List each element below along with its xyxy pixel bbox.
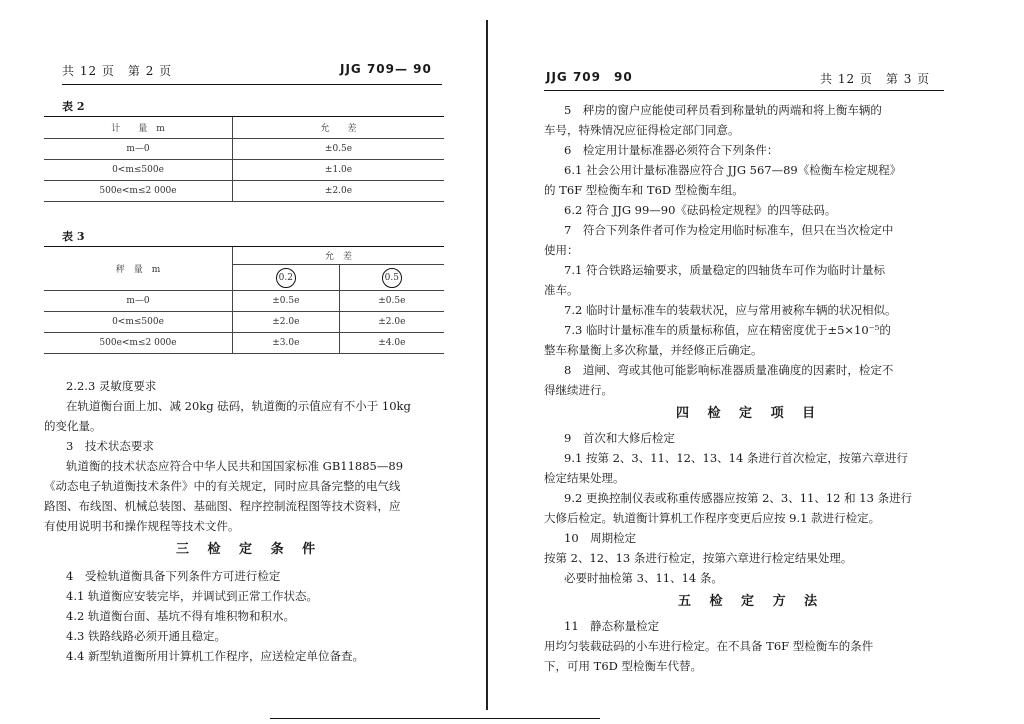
- table-row: [44, 333, 444, 354]
- grade-circle: 0.5: [382, 268, 402, 288]
- paragraph: 用均匀装载砝码的小车进行检定。在不具备 T6F 型检衡车的条件: [544, 639, 874, 653]
- table-row: [44, 312, 444, 333]
- table3-cell: ±4.0e: [339, 333, 444, 354]
- paragraph: 6.2 符合 JJG 99—90《砝码检定规程》的四等砝码。: [564, 203, 837, 217]
- table3-header-tolerance: 允 差: [233, 247, 445, 265]
- paragraph: 的变化量。: [44, 419, 102, 433]
- paragraph: 使用：: [544, 243, 579, 257]
- paragraph: 准车。: [544, 283, 579, 297]
- table2-cell: ±1.0e: [233, 160, 445, 181]
- paragraph: 6.1 社会公用计量标准器应符合 JJG 567—89《检衡车检定规程》: [564, 163, 902, 177]
- paragraph: 9.1 按第 2、3、11、12、13、14 条进行首次检定，按第六章进行: [564, 451, 908, 465]
- table2-cell: m—0: [44, 139, 233, 160]
- paragraph: 9 首次和大修后检定: [564, 431, 675, 445]
- left-page-count: 共 12 页 第 2 页: [62, 64, 173, 78]
- table3-header-load: 秤 量 m: [44, 247, 233, 291]
- paragraph: 7.2 临时计量标准车的装载状况，应与常用被称车辆的状况相似。: [564, 303, 897, 317]
- paragraph: 的 T6F 型检衡车和 T6D 型检衡车组。: [544, 183, 744, 197]
- left-page: [0, 0, 490, 724]
- table3-cell: ±2.0e: [339, 312, 444, 333]
- paragraph: 《动态电子轨道衡技术条件》中的有关规定，同时应具备完整的电气线: [44, 479, 401, 493]
- paragraph: 6 检定用计量标准器必须符合下列条件：: [564, 143, 779, 157]
- paragraph: 7.3 临时计量标准车的质量标称值，应在精密度优于±5×10⁻⁵的: [564, 323, 891, 337]
- grade-circle: 0.2: [276, 268, 296, 288]
- paragraph: 下，可用 T6D 型检衡车代替。: [544, 659, 703, 673]
- paragraph: 3 技术状态要求: [66, 439, 154, 453]
- paragraph: 轨道衡的技术状态应符合中华人民共和国国家标准 GB11885—89: [66, 459, 404, 473]
- table-row: [44, 139, 444, 160]
- paragraph: 在轨道衡台面上加、减 20kg 砝码，轨道衡的示值应有不小于 10kg: [66, 399, 411, 413]
- paragraph: 整车称量衡上多次称量，并经修正后确定。: [544, 343, 763, 357]
- paragraph: 按第 2、12、13 条进行检定，按第六章进行检定结果处理。: [544, 551, 853, 565]
- paragraph: 4.4 新型轨道衡所用计算机工作程序，应送检定单位备查。: [66, 649, 364, 663]
- table3-grade-1: [233, 265, 340, 291]
- table-row: [44, 160, 444, 181]
- table2-cell: 500e<m≤2 000e: [44, 181, 233, 202]
- bottom-edge-rule: [270, 718, 600, 719]
- table2-header-load: 计 量 m: [44, 117, 233, 139]
- table2-cell: ±2.0e: [233, 181, 445, 202]
- paragraph: 2.2.3 灵敏度要求: [66, 379, 157, 393]
- paragraph: 有使用说明书和操作规程等技术文件。: [44, 519, 240, 533]
- paragraph: 7 符合下列条件者可作为检定用临时标准车，但只在当次检定中: [564, 223, 894, 237]
- paragraph: 9.2 更换控制仪表或称重传感器应按第 2、3、11、12 和 13 条进行: [564, 491, 913, 505]
- paragraph: 得继续进行。: [544, 383, 613, 397]
- table-2: [44, 116, 444, 202]
- table-row: [44, 181, 444, 202]
- paragraph: 检定结果处理。: [544, 471, 625, 485]
- section-heading: 五 检 定 方 法: [678, 594, 825, 609]
- section-heading: 四 检 定 项 目: [676, 406, 823, 421]
- table2-caption: 表 2: [62, 100, 85, 113]
- right-page-count: 共 12 页 第 3 页: [820, 72, 931, 86]
- paragraph: 7.1 符合铁路运输要求，质量稳定的四轴货车可作为临时计量标: [564, 263, 885, 277]
- table3-cell: ±0.5e: [339, 291, 444, 312]
- paragraph: 4 受检轨道衡具备下列条件方可进行检定: [66, 569, 281, 583]
- table2-cell: ±0.5e: [233, 139, 445, 160]
- section-heading: 三 检 定 条 件: [176, 542, 323, 557]
- table2-header-tolerance: 允 差: [233, 117, 445, 139]
- right-header-rule: [544, 90, 944, 91]
- paragraph: 11 静态称量检定: [564, 619, 660, 633]
- table3-cell: 0<m≤500e: [44, 312, 233, 333]
- paragraph: 大修后检定。轨道衡计算机工作程序变更后应按 9.1 款进行检定。: [544, 511, 881, 525]
- paragraph: 路图、布线图、机械总装图、基础图、程序控制流程图等技术资料，应: [44, 499, 401, 513]
- table3-grade-2: [339, 265, 444, 291]
- table3-cell: ±0.5e: [233, 291, 340, 312]
- table-row: [44, 291, 444, 312]
- table2-cell: 0<m≤500e: [44, 160, 233, 181]
- right-page: [500, 0, 1024, 724]
- table3-caption: 表 3: [62, 230, 85, 243]
- paragraph: 4.1 轨道衡应安装完毕，并调试到正常工作状态。: [66, 589, 318, 603]
- table3-cell: ±2.0e: [233, 312, 340, 333]
- right-standard-code: JJG 709 90: [546, 70, 633, 84]
- left-header-rule: [62, 84, 442, 85]
- paragraph: 10 周期检定: [564, 531, 637, 545]
- table-3: [44, 246, 444, 354]
- book-spine: [486, 20, 488, 710]
- table3-cell: 500e<m≤2 000e: [44, 333, 233, 354]
- paragraph: 车号，特殊情况应征得检定部门同意。: [544, 123, 740, 137]
- table3-cell: ±3.0e: [233, 333, 340, 354]
- paragraph: 4.2 轨道衡台面、基坑不得有堆积物和积水。: [66, 609, 295, 623]
- paragraph: 4.3 铁路线路必须开通且稳定。: [66, 629, 226, 643]
- table3-cell: m—0: [44, 291, 233, 312]
- paragraph: 8 道闸、弯或其他可能影响标准器质量准确度的因素时，检定不: [564, 363, 894, 377]
- left-standard-code: JJG 709— 90: [340, 62, 432, 76]
- paragraph: 5 秤房的窗户应能使司秤员看到称量轨的两端和将上衡车辆的: [564, 103, 882, 117]
- paragraph: 必要时抽检第 3、11、14 条。: [564, 571, 723, 585]
